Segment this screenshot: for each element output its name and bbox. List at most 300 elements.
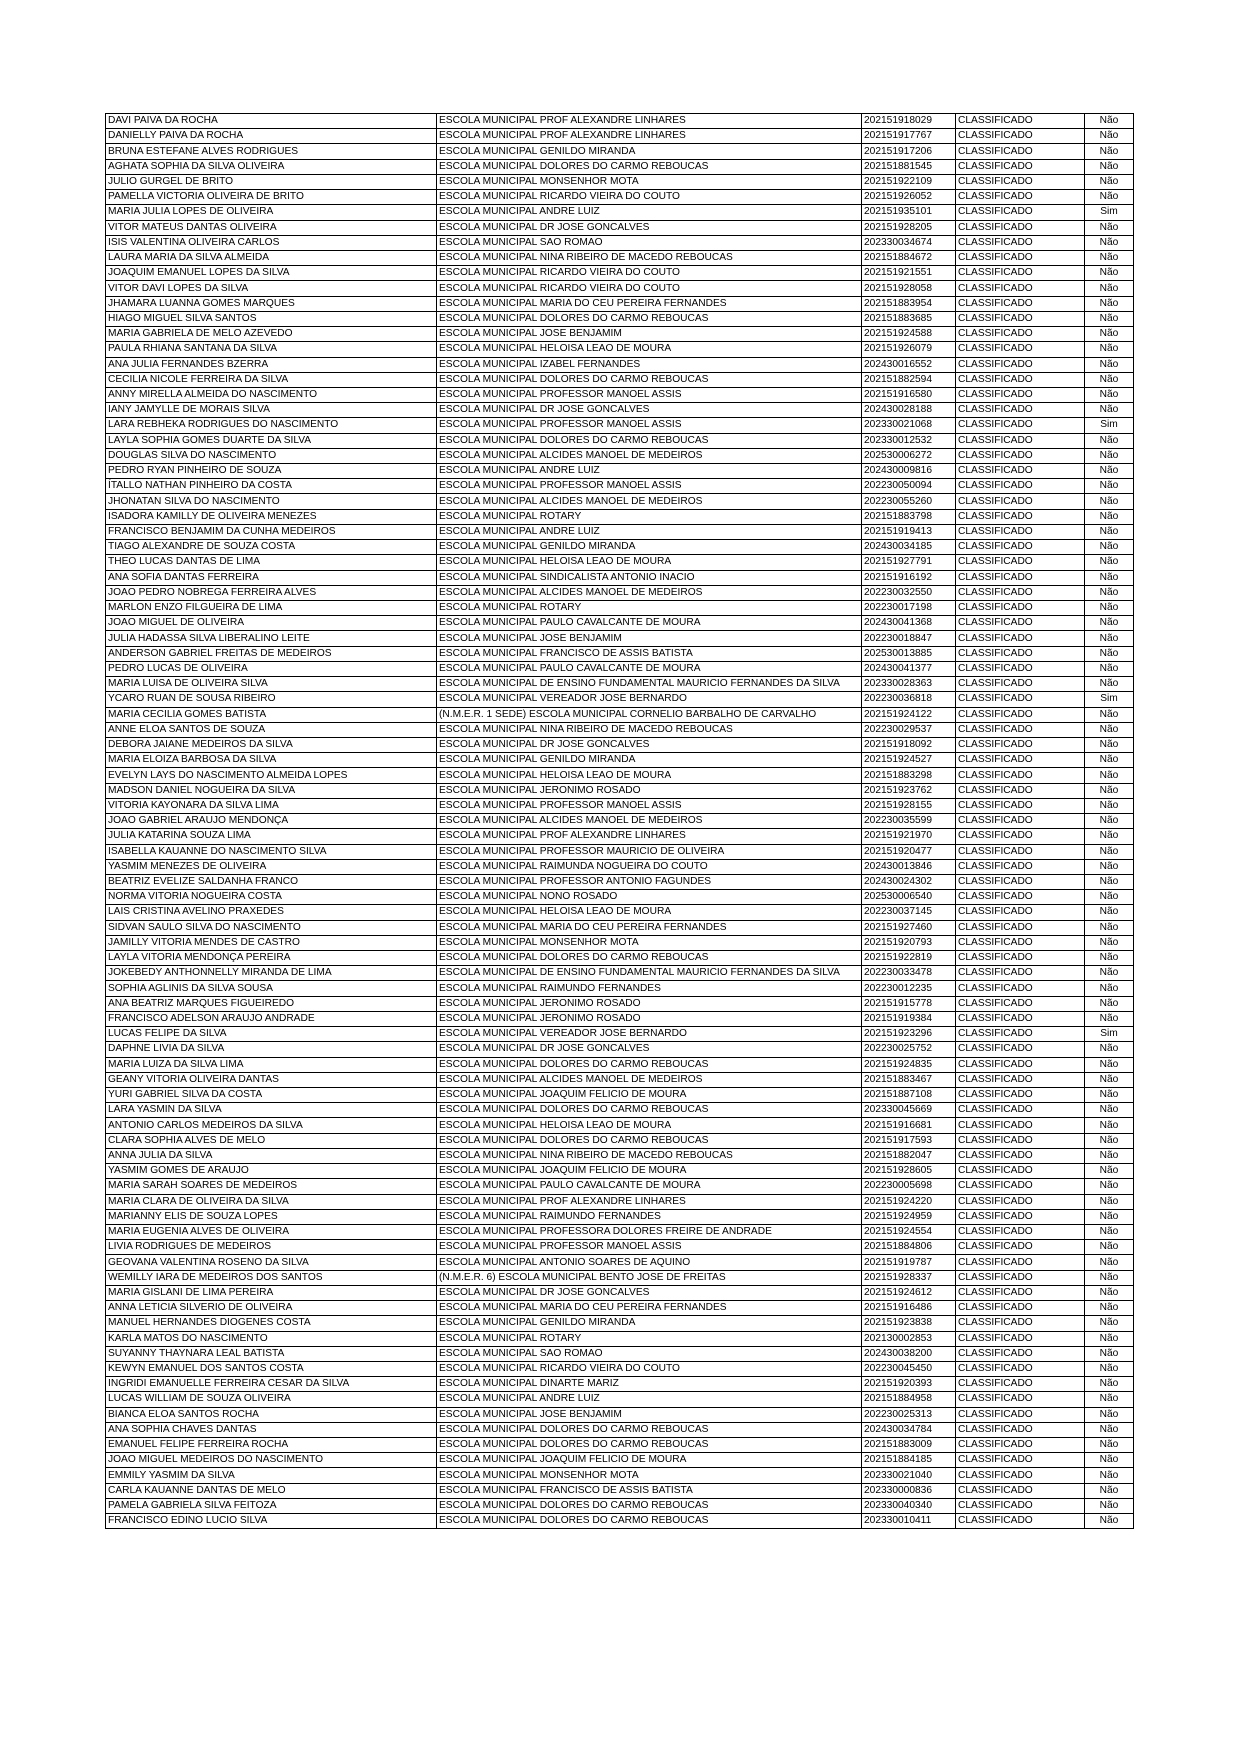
flag-cell: Não bbox=[1085, 1103, 1134, 1118]
status-cell: CLASSIFICADO bbox=[956, 616, 1085, 631]
status-cell: CLASSIFICADO bbox=[956, 1224, 1085, 1239]
flag-cell: Não bbox=[1085, 905, 1134, 920]
status-cell: CLASSIFICADO bbox=[956, 1468, 1085, 1483]
flag-cell: Não bbox=[1085, 1392, 1134, 1407]
flag-cell: Não bbox=[1085, 814, 1134, 829]
school-name-cell: ESCOLA MUNICIPAL FRANCISCO DE ASSIS BATISTA bbox=[437, 1483, 862, 1498]
student-name-cell: MARIA EUGENIA ALVES DE OLIVEIRA bbox=[106, 1224, 437, 1239]
school-name-cell: ESCOLA MUNICIPAL NINA RIBEIRO DE MACEDO REBOUCAS bbox=[437, 722, 862, 737]
enrollment-number-cell: 202330028363 bbox=[862, 677, 956, 692]
school-name-cell: ESCOLA MUNICIPAL ALCIDES MANOEL DE MEDEIROS bbox=[437, 585, 862, 600]
status-cell: CLASSIFICADO bbox=[956, 1453, 1085, 1468]
school-name-cell: ESCOLA MUNICIPAL MARIA DO CEU PEREIRA FERNANDES bbox=[437, 1301, 862, 1316]
enrollment-number-cell: 202151883298 bbox=[862, 768, 956, 783]
flag-cell: Não bbox=[1085, 601, 1134, 616]
enrollment-number-cell: 202151883467 bbox=[862, 1072, 956, 1087]
status-cell: CLASSIFICADO bbox=[956, 1392, 1085, 1407]
flag-cell: Não bbox=[1085, 1498, 1134, 1513]
student-name-cell: PEDRO LUCAS DE OLIVEIRA bbox=[106, 661, 437, 676]
school-name-cell: ESCOLA MUNICIPAL RAIMUNDA NOGUEIRA DO COUTO bbox=[437, 859, 862, 874]
school-name-cell: ESCOLA MUNICIPAL VEREADOR JOSE BERNARDO bbox=[437, 692, 862, 707]
flag-cell: Não bbox=[1085, 1361, 1134, 1376]
status-cell: CLASSIFICADO bbox=[956, 1422, 1085, 1437]
flag-cell: Não bbox=[1085, 311, 1134, 326]
school-name-cell: ESCOLA MUNICIPAL PAULO CAVALCANTE DE MOURA bbox=[437, 616, 862, 631]
enrollment-number-cell: 202151916486 bbox=[862, 1301, 956, 1316]
enrollment-number-cell: 202151924959 bbox=[862, 1209, 956, 1224]
enrollment-number-cell: 202151928337 bbox=[862, 1270, 956, 1285]
school-name-cell: ESCOLA MUNICIPAL IZABEL FERNANDES bbox=[437, 357, 862, 372]
flag-cell: Não bbox=[1085, 281, 1134, 296]
school-name-cell: ESCOLA MUNICIPAL JOAQUIM FELICIO DE MOURA bbox=[437, 1088, 862, 1103]
flag-cell: Não bbox=[1085, 1514, 1134, 1529]
student-name-cell: DOUGLAS SILVA DO NASCIMENTO bbox=[106, 448, 437, 463]
student-name-cell: CECILIA NICOLE FERREIRA DA SILVA bbox=[106, 372, 437, 387]
enrollment-number-cell: 202330000836 bbox=[862, 1483, 956, 1498]
flag-cell: Não bbox=[1085, 707, 1134, 722]
school-name-cell: (N.M.E.R. 6) ESCOLA MUNICIPAL BENTO JOSE DE FREITAS bbox=[437, 1270, 862, 1285]
flag-cell: Não bbox=[1085, 1468, 1134, 1483]
status-cell: CLASSIFICADO bbox=[956, 1103, 1085, 1118]
status-cell: CLASSIFICADO bbox=[956, 829, 1085, 844]
status-cell: CLASSIFICADO bbox=[956, 570, 1085, 585]
flag-cell: Não bbox=[1085, 661, 1134, 676]
student-name-cell: CARLA KAUANNE DANTAS DE MELO bbox=[106, 1483, 437, 1498]
school-name-cell: ESCOLA MUNICIPAL ANTONIO SOARES DE AQUINO bbox=[437, 1255, 862, 1270]
table-row bbox=[106, 220, 1134, 235]
school-name-cell: ESCOLA MUNICIPAL PROF ALEXANDRE LINHARES bbox=[437, 129, 862, 144]
enrollment-number-cell: 202151919413 bbox=[862, 524, 956, 539]
school-name-cell: ESCOLA MUNICIPAL MONSENHOR MOTA bbox=[437, 174, 862, 189]
enrollment-number-cell: 202151882047 bbox=[862, 1148, 956, 1163]
student-name-cell: EMANUEL FELIPE FERREIRA ROCHA bbox=[106, 1438, 437, 1453]
enrollment-number-cell: 202530013885 bbox=[862, 646, 956, 661]
flag-cell: Não bbox=[1085, 296, 1134, 311]
status-cell: CLASSIFICADO bbox=[956, 1118, 1085, 1133]
school-name-cell: ESCOLA MUNICIPAL PROFESSOR MANOEL ASSIS bbox=[437, 798, 862, 813]
student-name-cell: GEANY VITORIA OLIVEIRA DANTAS bbox=[106, 1072, 437, 1087]
status-cell: CLASSIFICADO bbox=[956, 327, 1085, 342]
table-row bbox=[106, 1483, 1134, 1498]
status-cell: CLASSIFICADO bbox=[956, 707, 1085, 722]
flag-cell: Não bbox=[1085, 1224, 1134, 1239]
status-cell: CLASSIFICADO bbox=[956, 1072, 1085, 1087]
flag-cell: Não bbox=[1085, 1438, 1134, 1453]
status-cell: CLASSIFICADO bbox=[956, 357, 1085, 372]
flag-cell: Não bbox=[1085, 129, 1134, 144]
flag-cell: Não bbox=[1085, 1164, 1134, 1179]
school-name-cell: ESCOLA MUNICIPAL DOLORES DO CARMO REBOUCAS bbox=[437, 1514, 862, 1529]
school-name-cell: ESCOLA MUNICIPAL ALCIDES MANOEL DE MEDEIROS bbox=[437, 494, 862, 509]
flag-cell: Sim bbox=[1085, 692, 1134, 707]
enrollment-number-cell: 202230005698 bbox=[862, 1179, 956, 1194]
status-cell: CLASSIFICADO bbox=[956, 281, 1085, 296]
enrollment-number-cell: 202151924122 bbox=[862, 707, 956, 722]
school-name-cell: ESCOLA MUNICIPAL GENILDO MIRANDA bbox=[437, 1316, 862, 1331]
student-name-cell: PAMELLA VICTORIA OLIVEIRA DE BRITO bbox=[106, 190, 437, 205]
flag-cell: Não bbox=[1085, 753, 1134, 768]
school-name-cell: ESCOLA MUNICIPAL ANDRE LUIZ bbox=[437, 464, 862, 479]
flag-cell: Não bbox=[1085, 570, 1134, 585]
student-name-cell: KEWYN EMANUEL DOS SANTOS COSTA bbox=[106, 1361, 437, 1376]
table-row bbox=[106, 601, 1134, 616]
flag-cell: Não bbox=[1085, 250, 1134, 265]
school-name-cell: ESCOLA MUNICIPAL DOLORES DO CARMO REBOUCAS bbox=[437, 1422, 862, 1437]
student-name-cell: JULIA HADASSA SILVA LIBERALINO LEITE bbox=[106, 631, 437, 646]
enrollment-number-cell: 202330034674 bbox=[862, 235, 956, 250]
table-row bbox=[106, 1057, 1134, 1072]
status-cell: CLASSIFICADO bbox=[956, 524, 1085, 539]
enrollment-number-cell: 202230035599 bbox=[862, 814, 956, 829]
school-name-cell: ESCOLA MUNICIPAL JERONIMO ROSADO bbox=[437, 996, 862, 1011]
flag-cell: Não bbox=[1085, 920, 1134, 935]
student-name-cell: VITOR MATEUS DANTAS OLIVEIRA bbox=[106, 220, 437, 235]
school-name-cell: ESCOLA MUNICIPAL DE ENSINO FUNDAMENTAL MAURICIO FERNANDES DA SILVA bbox=[437, 677, 862, 692]
student-name-cell: ANA BEATRIZ MARQUES FIGUEIREDO bbox=[106, 996, 437, 1011]
student-name-cell: BEATRIZ EVELIZE SALDANHA FRANCO bbox=[106, 874, 437, 889]
table-row bbox=[106, 1255, 1134, 1270]
student-name-cell: ISABELLA KAUANNE DO NASCIMENTO SILVA bbox=[106, 844, 437, 859]
school-name-cell: ESCOLA MUNICIPAL DOLORES DO CARMO REBOUCAS bbox=[437, 1438, 862, 1453]
enrollment-number-cell: 202151924554 bbox=[862, 1224, 956, 1239]
status-cell: CLASSIFICADO bbox=[956, 1133, 1085, 1148]
flag-cell: Não bbox=[1085, 1011, 1134, 1026]
table-row bbox=[106, 646, 1134, 661]
flag-cell: Não bbox=[1085, 357, 1134, 372]
school-name-cell: ESCOLA MUNICIPAL DOLORES DO CARMO REBOUCAS bbox=[437, 372, 862, 387]
student-name-cell: MANUEL HERNANDES DIOGENES COSTA bbox=[106, 1316, 437, 1331]
school-name-cell: ESCOLA MUNICIPAL MONSENHOR MOTA bbox=[437, 1468, 862, 1483]
student-name-cell: LUCAS FELIPE DA SILVA bbox=[106, 1027, 437, 1042]
flag-cell: Não bbox=[1085, 494, 1134, 509]
enrollment-number-cell: 202230050094 bbox=[862, 479, 956, 494]
table-row bbox=[106, 737, 1134, 752]
school-name-cell: ESCOLA MUNICIPAL DOLORES DO CARMO REBOUCAS bbox=[437, 1133, 862, 1148]
student-name-cell: LAYLA VITORIA MENDONÇA PEREIRA bbox=[106, 951, 437, 966]
table-row bbox=[106, 1438, 1134, 1453]
student-name-cell: SOPHIA AGLINIS DA SILVA SOUSA bbox=[106, 981, 437, 996]
student-name-cell: THEO LUCAS DANTAS DE LIMA bbox=[106, 555, 437, 570]
school-name-cell: ESCOLA MUNICIPAL PROF ALEXANDRE LINHARES bbox=[437, 114, 862, 129]
student-name-cell: MADSON DANIEL NOGUEIRA DA SILVA bbox=[106, 783, 437, 798]
school-name-cell: ESCOLA MUNICIPAL RICARDO VIEIRA DO COUTO bbox=[437, 266, 862, 281]
student-name-cell: ANA SOPHIA CHAVES DANTAS bbox=[106, 1422, 437, 1437]
status-cell: CLASSIFICADO bbox=[956, 555, 1085, 570]
flag-cell: Não bbox=[1085, 631, 1134, 646]
student-name-cell: JOAO GABRIEL ARAUJO MENDONÇA bbox=[106, 814, 437, 829]
table-row bbox=[106, 1422, 1134, 1437]
student-name-cell: PAULA RHIANA SANTANA DA SILVA bbox=[106, 342, 437, 357]
enrollment-number-cell: 202151921551 bbox=[862, 266, 956, 281]
flag-cell: Não bbox=[1085, 1407, 1134, 1422]
enrollment-number-cell: 202151924527 bbox=[862, 753, 956, 768]
student-name-cell: KARLA MATOS DO NASCIMENTO bbox=[106, 1331, 437, 1346]
student-name-cell: ANA JULIA FERNANDES BZERRA bbox=[106, 357, 437, 372]
table-row bbox=[106, 692, 1134, 707]
status-cell: CLASSIFICADO bbox=[956, 1483, 1085, 1498]
school-name-cell: ESCOLA MUNICIPAL RAIMUNDO FERNANDES bbox=[437, 981, 862, 996]
student-name-cell: EMMILY YASMIM DA SILVA bbox=[106, 1468, 437, 1483]
table-row bbox=[106, 1346, 1134, 1361]
student-name-cell: MARIA SARAH SOARES DE MEDEIROS bbox=[106, 1179, 437, 1194]
status-cell: CLASSIFICADO bbox=[956, 174, 1085, 189]
status-cell: CLASSIFICADO bbox=[956, 601, 1085, 616]
flag-cell: Não bbox=[1085, 524, 1134, 539]
enrollment-number-cell: 202330045669 bbox=[862, 1103, 956, 1118]
flag-cell: Não bbox=[1085, 1179, 1134, 1194]
table-row bbox=[106, 266, 1134, 281]
enrollment-number-cell: 202151923296 bbox=[862, 1027, 956, 1042]
school-name-cell: ESCOLA MUNICIPAL PROFESSOR MANOEL ASSIS bbox=[437, 1240, 862, 1255]
student-name-cell: BIANCA ELOA SANTOS ROCHA bbox=[106, 1407, 437, 1422]
enrollment-number-cell: 202230036818 bbox=[862, 692, 956, 707]
status-cell: CLASSIFICADO bbox=[956, 220, 1085, 235]
status-cell: CLASSIFICADO bbox=[956, 768, 1085, 783]
enrollment-number-cell: 202151883954 bbox=[862, 296, 956, 311]
table-row bbox=[106, 798, 1134, 813]
table-row bbox=[106, 1285, 1134, 1300]
student-name-cell: MARIA CECILIA GOMES BATISTA bbox=[106, 707, 437, 722]
enrollment-number-cell: 202151917593 bbox=[862, 1133, 956, 1148]
flag-cell: Não bbox=[1085, 327, 1134, 342]
student-name-cell: LAURA MARIA DA SILVA ALMEIDA bbox=[106, 250, 437, 265]
school-name-cell: ESCOLA MUNICIPAL DR JOSE GONCALVES bbox=[437, 403, 862, 418]
student-name-cell: NORMA VITORIA NOGUEIRA COSTA bbox=[106, 890, 437, 905]
table-row bbox=[106, 327, 1134, 342]
student-name-cell: LARA REBHEKA RODRIGUES DO NASCIMENTO bbox=[106, 418, 437, 433]
table-row bbox=[106, 1133, 1134, 1148]
flag-cell: Não bbox=[1085, 464, 1134, 479]
school-name-cell: ESCOLA MUNICIPAL NINA RIBEIRO DE MACEDO REBOUCAS bbox=[437, 250, 862, 265]
status-cell: CLASSIFICADO bbox=[956, 1057, 1085, 1072]
table-row bbox=[106, 1392, 1134, 1407]
student-name-cell: TIAGO ALEXANDRE DE SOUZA COSTA bbox=[106, 540, 437, 555]
school-name-cell: ESCOLA MUNICIPAL HELOISA LEAO DE MOURA bbox=[437, 905, 862, 920]
enrollment-number-cell: 202151884185 bbox=[862, 1453, 956, 1468]
status-cell: CLASSIFICADO bbox=[956, 1164, 1085, 1179]
table-row bbox=[106, 996, 1134, 1011]
flag-cell: Não bbox=[1085, 555, 1134, 570]
status-cell: CLASSIFICADO bbox=[956, 205, 1085, 220]
table-row bbox=[106, 235, 1134, 250]
student-name-cell: JOAO MIGUEL DE OLIVEIRA bbox=[106, 616, 437, 631]
school-name-cell: ESCOLA MUNICIPAL DR JOSE GONCALVES bbox=[437, 1285, 862, 1300]
table-row bbox=[106, 1240, 1134, 1255]
flag-cell: Não bbox=[1085, 448, 1134, 463]
table-row bbox=[106, 859, 1134, 874]
table-row bbox=[106, 1361, 1134, 1376]
enrollment-number-cell: 202430038200 bbox=[862, 1346, 956, 1361]
table-row bbox=[106, 1270, 1134, 1285]
table-row bbox=[106, 250, 1134, 265]
flag-cell: Não bbox=[1085, 1331, 1134, 1346]
school-name-cell: ESCOLA MUNICIPAL JOAQUIM FELICIO DE MOURA bbox=[437, 1453, 862, 1468]
flag-cell: Não bbox=[1085, 1118, 1134, 1133]
student-name-cell: INGRIDI EMANUELLE FERREIRA CESAR DA SILVA bbox=[106, 1377, 437, 1392]
flag-cell: Não bbox=[1085, 1042, 1134, 1057]
table-row bbox=[106, 1042, 1134, 1057]
flag-cell: Não bbox=[1085, 114, 1134, 129]
table-row bbox=[106, 494, 1134, 509]
enrollment-number-cell: 202430016552 bbox=[862, 357, 956, 372]
status-cell: CLASSIFICADO bbox=[956, 540, 1085, 555]
school-name-cell: ESCOLA MUNICIPAL GENILDO MIRANDA bbox=[437, 753, 862, 768]
student-name-cell: ANA SOFIA DANTAS FERREIRA bbox=[106, 570, 437, 585]
student-name-cell: YURI GABRIEL SILVA DA COSTA bbox=[106, 1088, 437, 1103]
status-cell: CLASSIFICADO bbox=[956, 1088, 1085, 1103]
flag-cell: Não bbox=[1085, 829, 1134, 844]
student-name-cell: PAMELA GABRIELA SILVA FEITOZA bbox=[106, 1498, 437, 1513]
table-row bbox=[106, 1118, 1134, 1133]
enrollment-number-cell: 202230025313 bbox=[862, 1407, 956, 1422]
status-cell: CLASSIFICADO bbox=[956, 159, 1085, 174]
status-cell: CLASSIFICADO bbox=[956, 1027, 1085, 1042]
table-row bbox=[106, 1179, 1134, 1194]
flag-cell: Não bbox=[1085, 677, 1134, 692]
flag-cell: Não bbox=[1085, 768, 1134, 783]
student-name-cell: ANNA JULIA DA SILVA bbox=[106, 1148, 437, 1163]
school-name-cell: ESCOLA MUNICIPAL ANDRE LUIZ bbox=[437, 205, 862, 220]
enrollment-number-cell: 202151928058 bbox=[862, 281, 956, 296]
status-cell: CLASSIFICADO bbox=[956, 1514, 1085, 1529]
status-cell: CLASSIFICADO bbox=[956, 296, 1085, 311]
enrollment-number-cell: 202330040340 bbox=[862, 1498, 956, 1513]
status-cell: CLASSIFICADO bbox=[956, 190, 1085, 205]
flag-cell: Sim bbox=[1085, 1027, 1134, 1042]
table-row bbox=[106, 159, 1134, 174]
enrollment-number-cell: 202330010411 bbox=[862, 1514, 956, 1529]
table-row bbox=[106, 890, 1134, 905]
enrollment-number-cell: 202151884672 bbox=[862, 250, 956, 265]
flag-cell: Não bbox=[1085, 1453, 1134, 1468]
enrollment-number-cell: 202151922819 bbox=[862, 951, 956, 966]
enrollment-number-cell: 202230029537 bbox=[862, 722, 956, 737]
status-cell: CLASSIFICADO bbox=[956, 387, 1085, 402]
table-row bbox=[106, 585, 1134, 600]
status-cell: CLASSIFICADO bbox=[956, 798, 1085, 813]
school-name-cell: ESCOLA MUNICIPAL GENILDO MIRANDA bbox=[437, 144, 862, 159]
enrollment-number-cell: 202151920793 bbox=[862, 935, 956, 950]
table-row bbox=[106, 1514, 1134, 1529]
student-name-cell: DAPHNE LIVIA DA SILVA bbox=[106, 1042, 437, 1057]
school-name-cell: ESCOLA MUNICIPAL JOSE BENJAMIM bbox=[437, 631, 862, 646]
flag-cell: Não bbox=[1085, 1285, 1134, 1300]
school-name-cell: ESCOLA MUNICIPAL PROFESSOR MANOEL ASSIS bbox=[437, 479, 862, 494]
flag-cell: Não bbox=[1085, 585, 1134, 600]
table-row bbox=[106, 722, 1134, 737]
enrollment-number-cell: 202230055260 bbox=[862, 494, 956, 509]
status-cell: CLASSIFICADO bbox=[956, 418, 1085, 433]
table-row bbox=[106, 448, 1134, 463]
student-name-cell: JOAO PEDRO NOBREGA FERREIRA ALVES bbox=[106, 585, 437, 600]
enrollment-number-cell: 202151927460 bbox=[862, 920, 956, 935]
flag-cell: Não bbox=[1085, 966, 1134, 981]
student-name-cell: MARIA JULIA LOPES DE OLIVEIRA bbox=[106, 205, 437, 220]
table-row bbox=[106, 814, 1134, 829]
status-cell: CLASSIFICADO bbox=[956, 129, 1085, 144]
enrollment-number-cell: 202230017198 bbox=[862, 601, 956, 616]
status-cell: CLASSIFICADO bbox=[956, 981, 1085, 996]
flag-cell: Sim bbox=[1085, 205, 1134, 220]
school-name-cell: ESCOLA MUNICIPAL DINARTE MARIZ bbox=[437, 1377, 862, 1392]
enrollment-number-cell: 202230033478 bbox=[862, 966, 956, 981]
table-row bbox=[106, 1316, 1134, 1331]
status-cell: CLASSIFICADO bbox=[956, 250, 1085, 265]
student-name-cell: EVELYN LAYS DO NASCIMENTO ALMEIDA LOPES bbox=[106, 768, 437, 783]
school-name-cell: ESCOLA MUNICIPAL JOAQUIM FELICIO DE MOURA bbox=[437, 1164, 862, 1179]
flag-cell: Não bbox=[1085, 798, 1134, 813]
school-name-cell: ESCOLA MUNICIPAL RICARDO VIEIRA DO COUTO bbox=[437, 281, 862, 296]
enrollment-number-cell: 202151918029 bbox=[862, 114, 956, 129]
flag-cell: Não bbox=[1085, 174, 1134, 189]
status-cell: CLASSIFICADO bbox=[956, 1285, 1085, 1300]
flag-cell: Não bbox=[1085, 890, 1134, 905]
table-row bbox=[106, 920, 1134, 935]
status-cell: CLASSIFICADO bbox=[956, 1498, 1085, 1513]
flag-cell: Não bbox=[1085, 540, 1134, 555]
status-cell: CLASSIFICADO bbox=[956, 1438, 1085, 1453]
enrollment-number-cell: 202151916681 bbox=[862, 1118, 956, 1133]
enrollment-number-cell: 202151922109 bbox=[862, 174, 956, 189]
enrollment-number-cell: 202151917206 bbox=[862, 144, 956, 159]
table-row bbox=[106, 1377, 1134, 1392]
table-row bbox=[106, 570, 1134, 585]
enrollment-number-cell: 202151924220 bbox=[862, 1194, 956, 1209]
student-name-cell: IANY JAMYLLE DE MORAIS SILVA bbox=[106, 403, 437, 418]
enrollment-number-cell: 202151928605 bbox=[862, 1164, 956, 1179]
enrollment-number-cell: 202230045450 bbox=[862, 1361, 956, 1376]
student-name-cell: JULIO GURGEL DE BRITO bbox=[106, 174, 437, 189]
school-name-cell: ESCOLA MUNICIPAL ANDRE LUIZ bbox=[437, 524, 862, 539]
student-name-cell: MARIA ELOIZA BARBOSA DA SILVA bbox=[106, 753, 437, 768]
table-row bbox=[106, 783, 1134, 798]
flag-cell: Não bbox=[1085, 951, 1134, 966]
flag-cell: Não bbox=[1085, 935, 1134, 950]
flag-cell: Não bbox=[1085, 190, 1134, 205]
flag-cell: Não bbox=[1085, 1209, 1134, 1224]
flag-cell: Não bbox=[1085, 874, 1134, 889]
enrollment-number-cell: 202130002853 bbox=[862, 1331, 956, 1346]
status-cell: CLASSIFICADO bbox=[956, 935, 1085, 950]
student-name-cell: YASMIM GOMES DE ARAUJO bbox=[106, 1164, 437, 1179]
student-name-cell: GEOVANA VALENTINA ROSENO DA SILVA bbox=[106, 1255, 437, 1270]
school-name-cell: ESCOLA MUNICIPAL PROFESSOR MANOEL ASSIS bbox=[437, 418, 862, 433]
school-name-cell: ESCOLA MUNICIPAL DOLORES DO CARMO REBOUCAS bbox=[437, 1498, 862, 1513]
enrollment-number-cell: 202151917767 bbox=[862, 129, 956, 144]
status-cell: CLASSIFICADO bbox=[956, 844, 1085, 859]
table-row bbox=[106, 296, 1134, 311]
flag-cell: Não bbox=[1085, 1148, 1134, 1163]
student-name-cell: LARA YASMIN DA SILVA bbox=[106, 1103, 437, 1118]
table-row bbox=[106, 1194, 1134, 1209]
flag-cell: Não bbox=[1085, 1240, 1134, 1255]
table-row bbox=[106, 905, 1134, 920]
student-name-cell: JOAO MIGUEL MEDEIROS DO NASCIMENTO bbox=[106, 1453, 437, 1468]
status-cell: CLASSIFICADO bbox=[956, 1361, 1085, 1376]
student-name-cell: ISIS VALENTINA OLIVEIRA CARLOS bbox=[106, 235, 437, 250]
table-row bbox=[106, 342, 1134, 357]
student-name-cell: JOAQUIM EMANUEL LOPES DA SILVA bbox=[106, 266, 437, 281]
enrollment-number-cell: 202151920393 bbox=[862, 1377, 956, 1392]
school-name-cell: ESCOLA MUNICIPAL JERONIMO ROSADO bbox=[437, 1011, 862, 1026]
flag-cell: Não bbox=[1085, 1057, 1134, 1072]
status-cell: CLASSIFICADO bbox=[956, 1316, 1085, 1331]
student-name-cell: JHONATAN SILVA DO NASCIMENTO bbox=[106, 494, 437, 509]
student-name-cell: JHAMARA LUANNA GOMES MARQUES bbox=[106, 296, 437, 311]
flag-cell: Não bbox=[1085, 479, 1134, 494]
enrollment-number-cell: 202530006540 bbox=[862, 890, 956, 905]
student-name-cell: MARIA CLARA DE OLIVEIRA DA SILVA bbox=[106, 1194, 437, 1209]
